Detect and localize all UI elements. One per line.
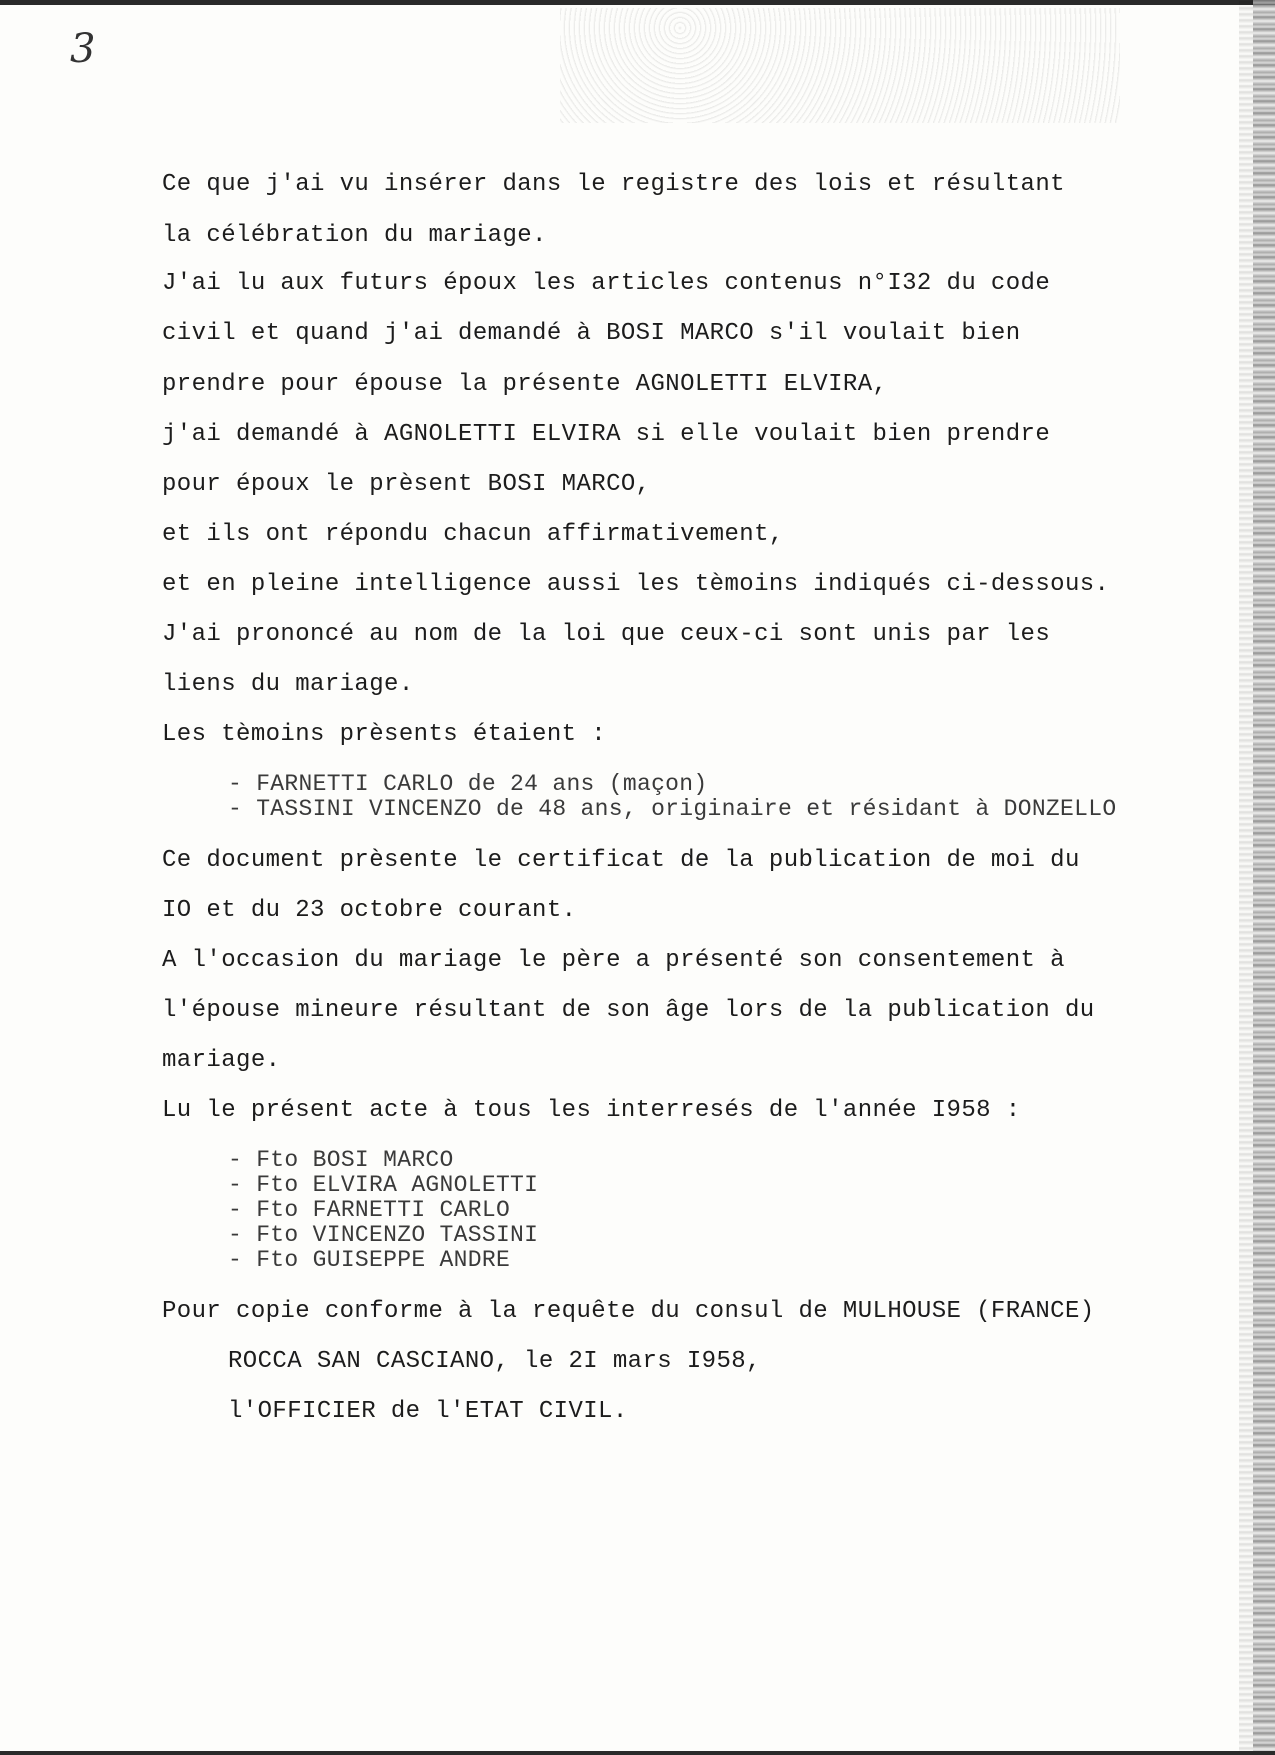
signature-item: - Fto VINCENZO TASSINI (228, 1222, 539, 1248)
text-line: Les tèmoins prèsents étaient : (162, 721, 607, 748)
scan-bottom-border (0, 1751, 1275, 1755)
text-line: Pour copie conforme à la requête du consul de MULHOUSE (FRANCE) (162, 1298, 1095, 1325)
text-line: J'ai prononcé au nom de la loi que ceux-ci sont unis par les (162, 621, 1051, 648)
scan-edge-shadow (1239, 0, 1253, 1755)
text-line: pour époux le prèsent BOSI MARCO, (162, 471, 651, 498)
place-date-line: ROCCA SAN CASCIANO, le 2I mars I958, (228, 1348, 761, 1375)
text-line: mariage. (162, 1047, 281, 1074)
witness-item: - TASSINI VINCENZO de 48 ans, originaire et résidant à DONZELLO (228, 796, 1117, 822)
text-line: j'ai demandé à AGNOLETTI ELVIRA si elle voulait bien prendre (162, 421, 1051, 448)
text-line: civil et quand j'ai demandé à BOSI MARCO s'il voulait bien (162, 320, 1021, 347)
scan-right-edge (1253, 0, 1275, 1755)
text-line: prendre pour épouse la présente AGNOLETTI ELVIRA, (162, 371, 888, 398)
scan-top-border (0, 0, 1275, 5)
text-line: et en pleine intelligence aussi les tèmoins indiqués ci-dessous. (162, 571, 1110, 598)
page-number-mark: 3 (70, 26, 96, 72)
scan-noise (560, 8, 1120, 123)
text-line: la célébration du mariage. (162, 222, 547, 249)
text-line: liens du mariage. (162, 671, 414, 698)
text-line: Ce document prèsente le certificat de la publication de moi du (162, 847, 1080, 874)
text-line: Ce que j'ai vu insérer dans le registre des lois et résultant (162, 171, 1065, 198)
signature-item: - Fto BOSI MARCO (228, 1147, 454, 1173)
text-line: J'ai lu aux futurs époux les articles contenus n°I32 du code (162, 270, 1051, 297)
witness-item: - FARNETTI CARLO de 24 ans (maçon) (228, 771, 708, 797)
text-line: IO et du 23 octobre courant. (162, 897, 577, 924)
officer-line: l'OFFICIER de l'ETAT CIVIL. (228, 1398, 628, 1425)
text-line: Lu le présent acte à tous les interresés de l'année I958 : (162, 1097, 1021, 1124)
text-line: et ils ont répondu chacun affirmativement, (162, 521, 784, 548)
text-line: l'épouse mineure résultant de son âge lors de la publication du (162, 997, 1095, 1024)
text-line: A l'occasion du mariage le père a présenté son consentement à (162, 947, 1065, 974)
signature-item: - Fto ELVIRA AGNOLETTI (228, 1172, 539, 1198)
signature-item: - Fto GUISEPPE ANDRE (228, 1247, 511, 1273)
signature-item: - Fto FARNETTI CARLO (228, 1197, 511, 1223)
